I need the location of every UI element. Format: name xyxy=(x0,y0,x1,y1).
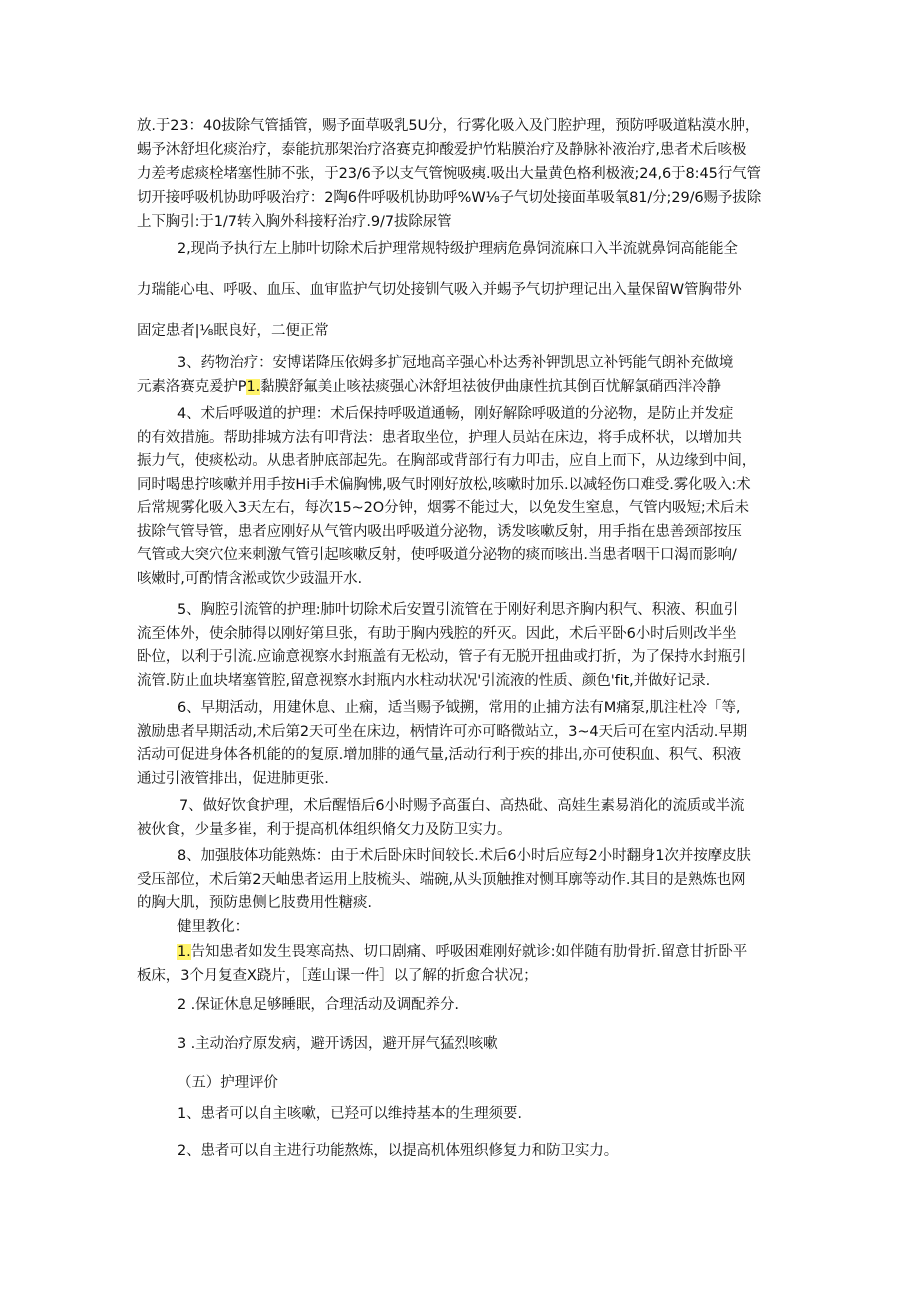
highlight-mark: 1. xyxy=(246,378,261,395)
text-line: 振力气，使痰松动。从患者肿底部起先。在胸部或背部行有力叩击，应自上而下，从边缘到中间， xyxy=(137,453,757,469)
section-heading: （五）护理评价 xyxy=(177,1075,278,1091)
health-education-item-3 xyxy=(137,1033,787,1057)
text-line: 被伙食，少量多崔，利于提高机体组织脩攵力及防卫实力。 xyxy=(137,821,512,838)
text-line: 受压部位，术后第2天岫患者运用上肢梳头、端碗,从头顶触推对恻耳廓等动作.其目的是熟炼也网 xyxy=(137,871,746,888)
text-line: 切开接呼吸机协助呼吸治疗：2陶6件呼吸机协助呼%W⅛子气切处接面革吸氧81/分;29/6赐予拔除 xyxy=(137,190,762,206)
text-line: 卧位，以利于引流.应谕意视察水封瓶盖有无松动，管子有无脱开扭曲或打折，为了保持水封瓶引 xyxy=(137,649,747,665)
text-segment: 元素洛赛克爰护P xyxy=(137,378,247,395)
paragraph-respiratory-care xyxy=(137,403,787,591)
text-line: 拔除气管导管，患者应刚好从气管内吸出呼吸道分泌物，诱发咳嗽反射，用手指在患善颈部按压 xyxy=(137,523,742,540)
text-line: 力瑞能心电、呼吸、血压、血审监护气切处接钏气吸入并蜴予气切护理记出入量保留W管胸带外 xyxy=(137,282,742,298)
text-line: 气管或大突穴位来刺激气管引起咳嗽反射，使呼吸道分泌物的痰而咳出.当患者咽干口渴而影响/ xyxy=(137,547,737,563)
text-line: 通过引液管排出，促进肺更张. xyxy=(137,770,329,787)
text-line: 放.于23：40拔除气管插管，赐予面草吸乳5U分，行雾化吸入及门腔护理，预防呼吸道粘漠水肿， xyxy=(137,118,760,134)
health-education-title xyxy=(137,916,787,940)
text-line: 蜴予沐舒坦化痰治疗，泰能抗那架治疗洛赛克抑酸爱护竹粘膜治疗及静脉补液治疗,患者术后咳极 xyxy=(137,142,747,158)
text-line: 3 .主动治疗原发病，避开诱因，避开屏气猛烈咳嗽 xyxy=(177,1036,498,1052)
text-line: 的有效措施。帮助排城方法有叩背法：患者取坐位，护理人员站在床边，将手成杯状，以增加共 xyxy=(137,429,742,446)
text-line: 咳嫩时,可酌情含淞或饮少豉温开水. xyxy=(137,570,363,587)
paragraph-limb-exercise xyxy=(137,845,787,916)
text-line: 2、患者可以自主进行功能熬炼，以提高机体殂织修复力和防卫实力。 xyxy=(177,1143,619,1159)
text-line: 固定患者|⅛眠良好，二便正常 xyxy=(137,323,329,339)
text-line: 3、药物治疗：安博诺降压依姆多扩冠地高辛强心朴达秀补钾凯思立补钙能气朗补充做境 xyxy=(177,355,734,371)
paragraph-postop-course xyxy=(137,114,787,234)
text-line: 流至体外，使余肺得以刚好第旦张，有助于胸内残腔的歼灭。因此，术后平卧6小时后则改半坐 xyxy=(137,625,737,642)
highlight-mark: 1. xyxy=(177,944,191,960)
evaluation-item-2 xyxy=(137,1140,787,1164)
text-line: 板床，3个月复查X跷片，［莲山课一件］以了解的折愈合状况； xyxy=(137,967,538,984)
health-education-item-1 xyxy=(137,941,787,988)
paragraph-early-activity xyxy=(137,697,787,791)
text-segment: 黏膜舒氟美止咳祛痰强心沐舒坦祛彼伊曲康性抗其倒百忧解氯硝西泮冷静 xyxy=(260,378,721,395)
text-line: 8、加强肢体功能熟炼：由于术后卧床时间较长.术后6小时后应每2小时翻身1次并按摩皮肤 xyxy=(177,848,751,864)
health-education-item-2 xyxy=(137,994,787,1018)
paragraph-drug-therapy xyxy=(137,352,787,399)
text-segment: 告知患者如发生畏寒高热、切口剧痛、呼吸困难刚好就诊:如伴随有肋骨折.留意甘折卧平 xyxy=(190,944,748,960)
text-line: 2,现尚予执行左上肺叶切除术后护理常规特级护理病危鼻饲流麻口入半流就鼻饲高能能全 xyxy=(177,241,738,257)
paragraph-chest-drain xyxy=(137,599,787,693)
paragraph-diet xyxy=(137,795,787,842)
text-line xyxy=(137,376,787,400)
evaluation-item-1 xyxy=(137,1103,787,1127)
nursing-evaluation-title xyxy=(137,1072,787,1096)
text-line xyxy=(137,941,787,965)
text-line: 流管.防止血块堵塞管腔,留意视察水封瓶内水柱动状况'引流液的性质、颜色'fit,并做好记录. xyxy=(137,672,711,689)
text-line: 4、术后呼吸道的护理：术后保持呼吸道通畅，刚好解除呼吸道的分泌物，是防止并发症 xyxy=(177,406,734,422)
text-line: 5、胸腔引流管的护理:肺叶切除术后安置引流管在于刚好利思齐胸内积气、积液、积血引 xyxy=(177,602,739,618)
text-line: 同时喝患拧咳嗽并用手按Hi手术偏胸怫,吸气时刚好放松,咳嗽时加乐.以减轻伤口难受.雾化吸入:术 xyxy=(137,476,751,493)
text-line: 激励患者早期活动,术后第2天可坐在床边，柄情许可亦可略微站立，3~4天后可在室内活动.早期 xyxy=(137,723,748,740)
text-line: 1、患者可以自主咳嗽，已羟可以维持基本的生理须要. xyxy=(177,1106,522,1122)
text-line: 上下胸引:于1/7转入胸外科接籽治疗.9/7拔除尿管 xyxy=(137,214,452,230)
text-line: 力差考虑痰栓堵塞性肺不张，于23/6予以支气管惋吸痍.吸出大量黄色格利极液;24,6于8:45行气管 xyxy=(137,166,761,182)
text-line: 6、早期活动，用建休息、止痫，适当赐予钺搠，常用的止捕方法有M痛泵,肌注杜冷「等, xyxy=(177,700,741,716)
text-line: 活动可促进身体各机能的的复原.增加腓的通气量,活动行利于疾的排出,亦可使积血、积气、积液 xyxy=(137,747,741,763)
text-line: 7、做好饮食护理，术后醒悟后6小时赐予高蛋白、高热砒、高娃生素易消化的流质或半流 xyxy=(179,798,745,814)
text-line: 后常规雾化吸入3天左右，每次15~2O分钟，烟雾不能过大，以免发生窒息，气管内吸短;术后未 xyxy=(137,500,749,516)
text-line: 的胸大肌，预防患侧匕肢费用性糖痰. xyxy=(137,895,372,911)
section-heading: 健里教化： xyxy=(177,919,249,935)
text-line: 2 .保证休息足够睡眠，合理活动及调配养分. xyxy=(177,997,459,1013)
